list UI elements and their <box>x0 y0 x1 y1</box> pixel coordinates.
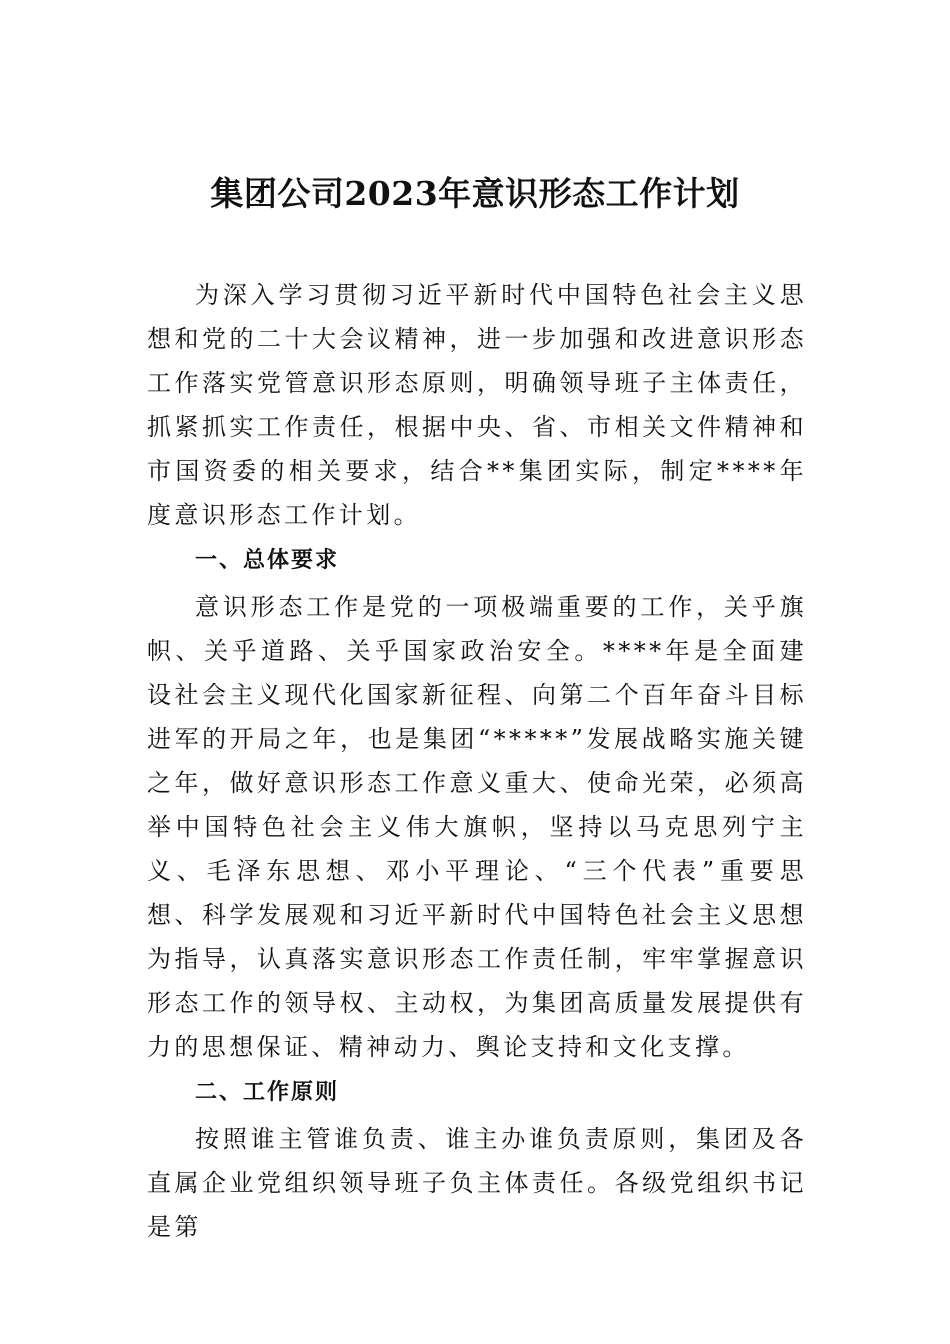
section-paragraph-work-principles: 按照谁主管谁负责、谁主办谁负责原则，集团及各直属企业党组织领导班子负主体责任。各级党组织书记是第 <box>147 1125 807 1241</box>
section-heading-work-principles: 二、工作原则 <box>195 1080 340 1105</box>
document-title: 集团公司2023年意识形态工作计划 <box>210 174 740 213</box>
section-heading-general-requirements: 一、总体要求 <box>195 548 340 573</box>
document-body <box>147 273 807 1249</box>
section-paragraph-general-requirements: 意识形态工作是党的一项极端重要的工作，关乎旗帜、关乎道路、关乎国家政治安全。****年是全面建设社会主义现代化国家新征程、向第二个百年奋斗目标进军的开局之年，也是集团“*****”发展战略实施关键之年，做好意识形态工作意义重大、使命光荣，必须高举中国特色社会主义伟大旗帜，坚持以马克思列宁主义、毛泽东思想、邓小平理论、“三个代表”重要思想、科学发展观和习近平新时代中国特色社会主义思想为指导，认真落实意识形态工作责任制，牢牢掌握意识形态工作的领导权、主动权，为集团高质量发展提供有力的思想保证、精神动力、舆论支持和文化支撑。 <box>147 593 807 1061</box>
intro-paragraph: 为深入学习贯彻习近平新时代中国特色社会主义思想和党的二十大会议精神，进一步加强和改进意识形态工作落实党管意识形态原则，明确领导班子主体责任，抓紧抓实工作责任，根据中央、省、市相关文件精神和市国资委的相关要求，结合**集团实际，制定****年度意识形态工作计划。 <box>147 281 807 529</box>
